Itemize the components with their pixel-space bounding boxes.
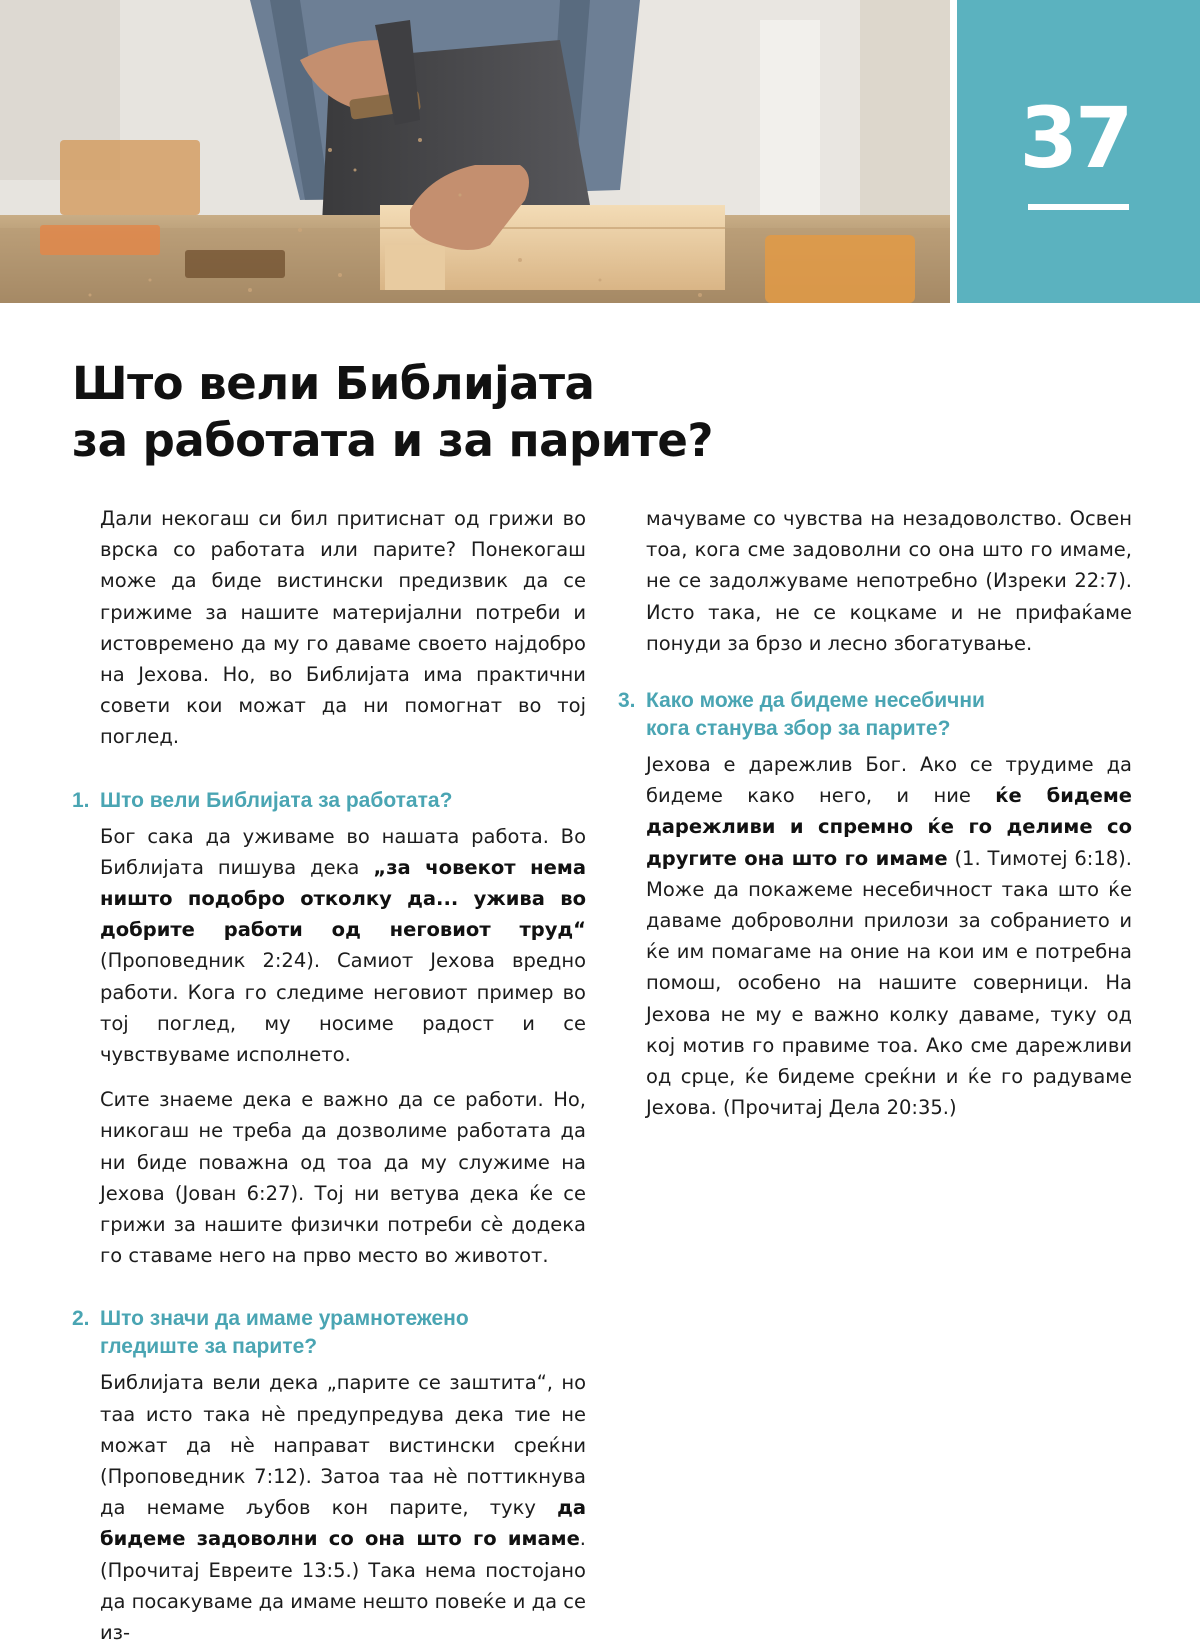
section-2-p1-text-after: . (Прочитај Евреите 13:5.) Така нема постојано да посакуваме да имаме нешто повеќе и да се из-	[100, 1527, 586, 1645]
section-3-p1-bold: ќе бидеме дарежливи и спремно ќе го делиме со другите она што го имаме	[646, 784, 1133, 870]
section-2-paragraph-continued: мачуваме со чувства на незадоволство. Освен тоа, кога сме задоволни со она што го имаме, не се задолжуваме непотребно (Изреки 22:7). Исто така, не се коцкаме и не прифаќаме понуди за брзо и лесно збогатување.	[646, 507, 1132, 655]
section-2-heading	[72, 1305, 586, 1361]
section-2-p1-text: Библијата вели дека „парите се заштита“, но таа исто така нѐ предупредува дека тие не можат да нѐ направат вистински среќни (Проповедник 7:12). Затоа таа нѐ поттикнува да немаме љубов кон парите, туку	[100, 1371, 586, 1520]
section-3-heading-line-2: кога станува збор за парите?	[646, 717, 951, 741]
header-photo	[0, 0, 950, 303]
page-title-line-2: за работата и за парите?	[72, 414, 713, 467]
section-3-p1-text-after: (1. Тимотеј 6:18). Може да покажеме несебичност така што ќе даваме доброволни прилози за собранието и ќе им помагаме на оние на кои им е потребна помош, особено на нашите соверници. На Јехова не му е важно колку даваме, туку од кој мотив го правиме тоа. Ако сме дарежливи од срце, ќе бидеме среќни и ќе го радуваме Јехова. (Прочитај Дела 20:35.)	[646, 846, 1132, 1120]
lesson-number-underline	[1028, 204, 1129, 210]
section-2-p1-bold: да бидеме задоволни со она што го имаме	[100, 1496, 586, 1551]
section-2-number: 2.	[72, 1307, 90, 1331]
page-title-line-1: Што вели Библијата	[72, 357, 595, 410]
section-3-number: 3.	[618, 689, 636, 713]
section-1-paragraph-2: Сите знаеме дека е важно да се работи. Но, никогаш не треба да дозволиме работата да ни биде поважна од тоа да му служиме на Јехова (Јован 6:27). Тој ни ветува дека ќе се грижи за нашите физички потреби сѐ додека го ставаме него на прво место во животот.	[100, 1088, 586, 1268]
section-2-heading-line-2: гледиште за парите?	[100, 1335, 318, 1359]
lesson-number-box	[957, 0, 1200, 303]
right-column	[618, 503, 1133, 1123]
section-3-p1-text: Јехова е дарежлив Бог. Ако се трудиме да бидеме како него, и ние	[646, 753, 1132, 808]
section-3-paragraph	[646, 749, 1132, 1123]
carpenter-illustration	[0, 0, 950, 303]
section-3-heading	[618, 687, 1132, 743]
section-3-heading-line-1: Како може да бидеме несебични	[646, 689, 985, 713]
section-1-p1-text: Бог сака да уживаме во нашата работа. Во Библијата пишува дека	[100, 824, 586, 879]
left-column	[72, 503, 586, 1648]
section-2-paragraph	[100, 1367, 586, 1648]
page-title	[72, 355, 713, 469]
lesson-number: 37	[1019, 89, 1131, 187]
section-1-paragraph-1	[100, 821, 586, 1071]
section-1-number: 1.	[72, 788, 90, 812]
section-2-heading-line-1: Што значи да имаме урамнотежено	[100, 1307, 469, 1331]
intro-paragraph: Дали некогаш си бил притиснат од грижи во врска со работата или парите? Понекогаш може да биде вистински предизвик да се грижиме за нашите материјални потреби и истовремено да му го даваме своето најдобро на Јехова. Но, во Библијата има практични совети кои можат да ни помогнат во тој поглед.	[100, 507, 586, 749]
section-1-p1-quote: „за човекот нема ништо подобро отколку да... ужива во добрите работи од неговиот труд“	[100, 855, 586, 942]
section-1-p1-text-after: (Проповедник 2:24). Самиот Јехова вредно работи. Кога го следиме неговиот пример во тој поглед, му носиме радост и се чувствуваме исполнето.	[100, 949, 586, 1067]
section-1-heading-text: Што вели Библијата за работата?	[100, 788, 453, 812]
section-1-heading	[72, 787, 586, 815]
